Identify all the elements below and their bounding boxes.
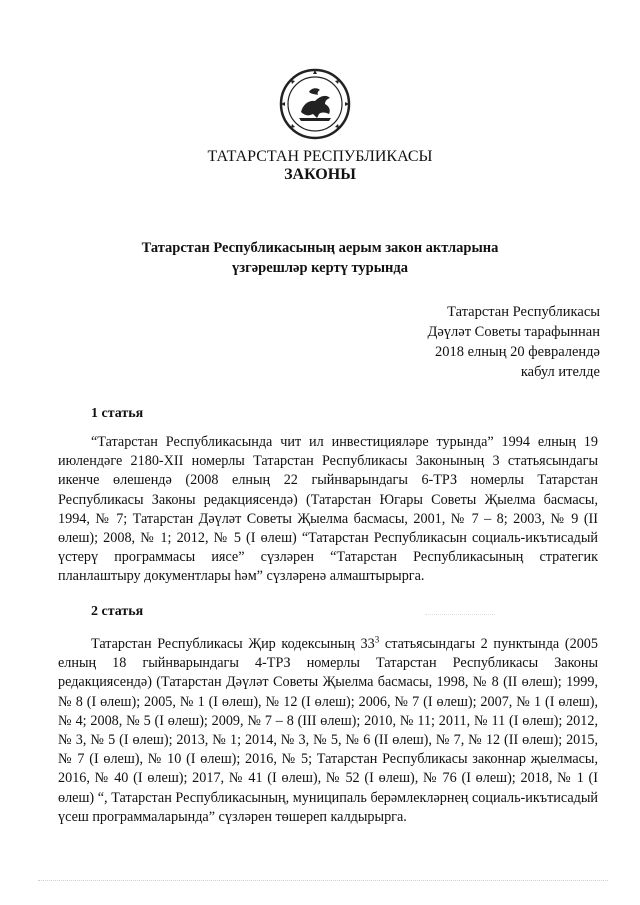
law-title — [0, 238, 640, 278]
article-2-heading: 2 статья — [91, 604, 144, 619]
article-1-heading: 1 статья — [91, 406, 144, 421]
article-2-text-rest: статьясындагы 2 пунктында (2005 елның 18 гыйнварындагы 4-ТРЗ номерлы Татарстан Республикасы Законы редакциясендә) (Татарстан Дәүләт Советы Җыелма басмасы, 1998, № 8 (II өлеш); 1999, № 8 (I өлеш); 2005, № 1 (I өлеш), № 12 (I өлеш); 2006, № 7 (I өлеш); 2007, № 1 (I өлеш), № 4; 2008, № 5 (I өлеш); 2009, № 7 – 8 (III өлеш); 2010, № 11; 2011, № 11 (I өлеш); 2012, № 3, № 5 (I өлеш); 2013, № 1; 2014, № 3, № 5, № 6 (II өлеш), № 7, № 12 (II өлеш); 2015, № 7 (I өлеш), № 10 (I өлеш); 2016, № 5; Татарстан Республикасы законнар җыелмасы, 2016, № 40 (I өлеш); 2017, № 41 (I өлеш), № 52 (I өлеш), № 76 (I өлеш); 2018, № 1 (I өлеш) “, Татарстан Республикасының, муниципаль берәмлекләрнең социаль-икътисадый үсеш программаларында” сүзләрен төшереп калдырырга. — [58, 636, 598, 825]
adoption-line-4: кабул ителде — [520, 364, 600, 380]
article-2-superscript: 3 — [374, 634, 380, 645]
republic-name: ТАТАРСТАН РЕСПУБЛИКАСЫ — [207, 148, 433, 165]
scan-artifact — [425, 614, 495, 615]
law-title-line-2: үзгәрешләр кертү турында — [232, 260, 408, 276]
adoption-note — [427, 302, 600, 382]
document-header — [0, 148, 640, 184]
law-title-line-1: Татарстан Республикасының аерым закон актларына — [141, 240, 499, 256]
page-footer-divider — [38, 880, 608, 883]
article-1-text: “Татарстан Республикасында чит ил инвестицияләре турында” 1994 елның 19 июлендәге 2180-XII номерлы Татарстан Республикасы Законының 3 статьясындагы икенче өлешендә (2008 елның 22 гыйнварындагы 6-ТРЗ номерлы Татарстан Республикасы Законы редакциясендә) (Татарстан Югары Советы Җыелма басмасы, 1994, № 7; Татарстан Дәүләт Советы Җыелма басмасы, 2001, № 7 – 8; 2003, № 9 (II өлеш); 2008, № 1; 2012, № 5 (I өлеш) “Татарстан Республикасын социаль-икътисадый үстерү программасы иясе” сүзләрен “Татарстан Республикасының стратегик планлаштыру документлары һәм” сүзләренә алмаштырырга. — [58, 434, 598, 585]
law-label: ЗАКОНЫ — [284, 166, 356, 183]
article-2-text — [58, 635, 598, 827]
article-2-text-start: Татарстан Республикасы Җир кодексының 33 — [91, 636, 375, 652]
adoption-line-2: Дәүләт Советы тарафыннан — [427, 324, 600, 340]
adoption-line-1: Татарстан Республикасы — [447, 304, 600, 320]
tatarstan-coat-of-arms-icon — [279, 68, 351, 140]
adoption-line-3: 2018 елның 20 февралендә — [434, 344, 600, 360]
